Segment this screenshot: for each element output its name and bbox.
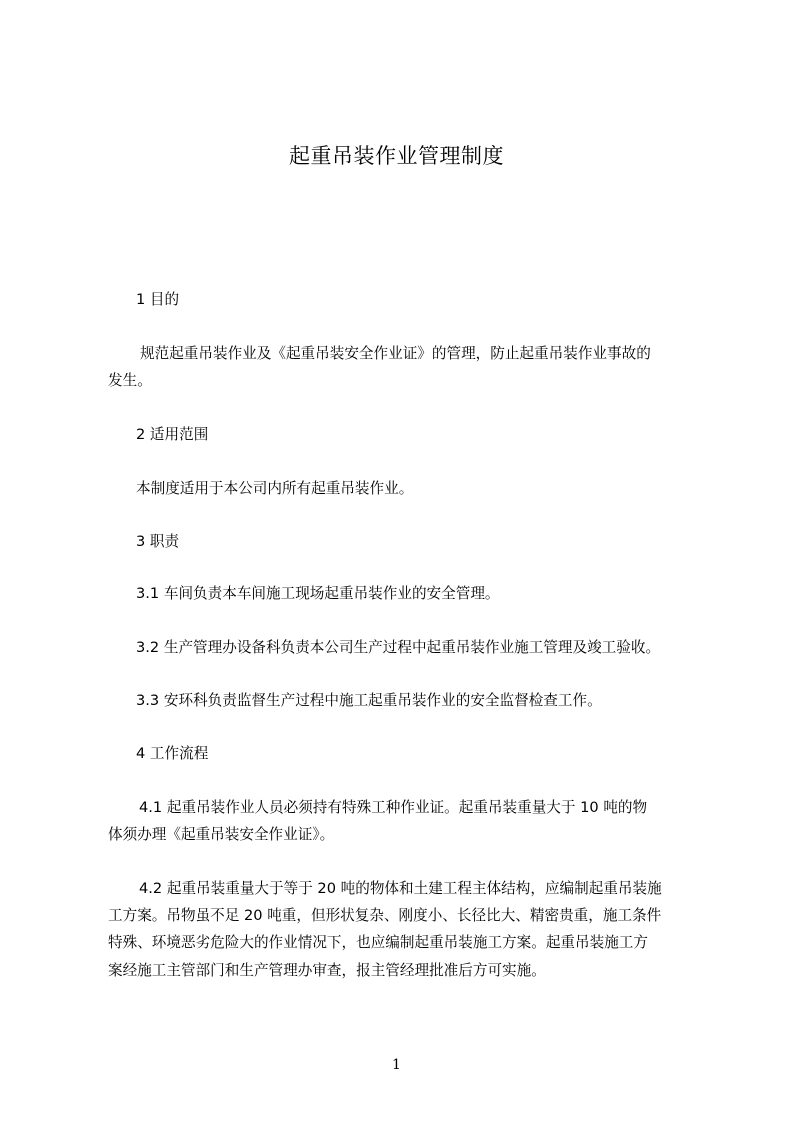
- clause-4-2-line: 特殊、环境恶劣危险大的作业情况下，也应编制起重吊装施工方案。起重吊装施工方: [108, 934, 648, 951]
- page-number: 1: [392, 1057, 401, 1073]
- section-heading-purpose: 1 目的: [136, 291, 180, 308]
- clause-3-3: 3.3 安环科负责监督生产过程中施工起重吊装作业的安全监督检查工作。: [136, 692, 602, 709]
- clause-4-2-line: 4.2 起重吊装重量大于等于 20 吨的物体和土建工程主体结构，应编制起重吊装施: [139, 880, 662, 897]
- paragraph-line: 发生。: [108, 372, 152, 389]
- paragraph-line: 规范起重吊装作业及《起重吊装安全作业证》的管理，防止起重吊装作业事故的: [140, 345, 651, 362]
- clause-4-2-line: 工方案。吊物虽不足 20 吨重，但形状复杂、刚度小、长径比大、精密贵重，施工条件: [108, 907, 662, 924]
- paragraph-line: 本制度适用于本公司内所有起重吊装作业。: [136, 480, 414, 497]
- section-heading-responsibilities: 3 职责: [136, 533, 180, 550]
- clause-4-1-line: 4.1 起重吊装作业人员必须持有特殊工种作业证。起重吊装重量大于 10 吨的物: [139, 799, 648, 816]
- clause-3-1: 3.1 车间负责本车间施工现场起重吊装作业的安全管理。: [136, 585, 500, 602]
- clause-4-1-line: 体须办理《起重吊装安全作业证》。: [108, 826, 335, 843]
- document-title: 起重吊装作业管理制度: [289, 144, 504, 168]
- section-heading-scope: 2 适用范围: [136, 426, 209, 443]
- section-heading-workflow: 4 工作流程: [136, 745, 209, 762]
- clause-3-2: 3.2 生产管理办设备科负责本公司生产过程中起重吊装作业施工管理及竣工验收。: [136, 639, 661, 656]
- clause-4-2-line: 案经施工主管部门和生产管理办审查，报主管经理批准后方可实施。: [108, 962, 546, 979]
